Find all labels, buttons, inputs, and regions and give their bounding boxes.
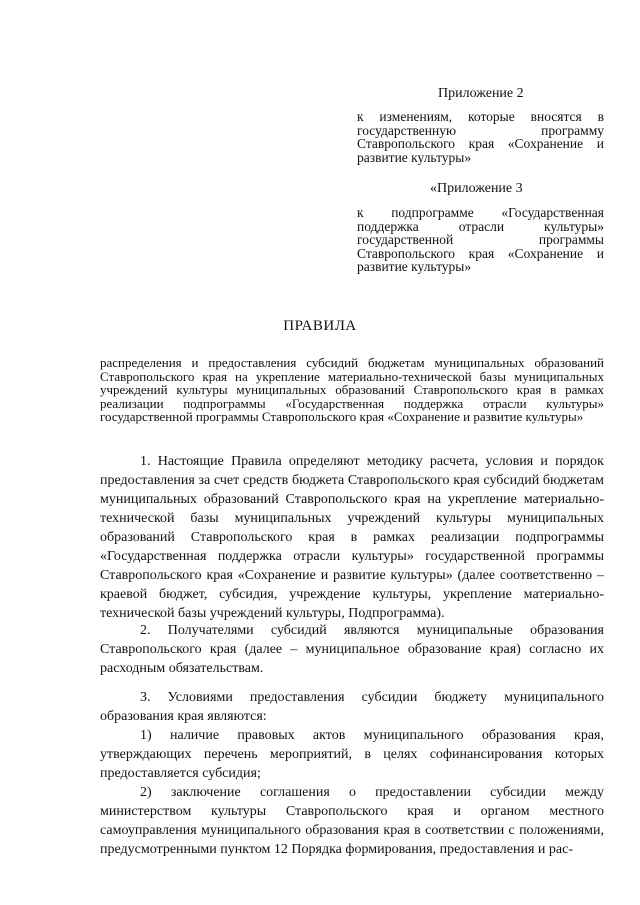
paragraph-3-item-1: 1) наличие правовых актов муниципального образования края, утверждающих перечень мероприятий, в целях софинансирования которых предоставляется субсидия; <box>100 728 604 781</box>
appendix-3-text: к подпрограмме «Государственная поддержка отрасли культуры» государственной программы Ставропольского края «Сохранение и развитие культуры» <box>357 205 604 274</box>
paragraph-3-item-2: 2) заключение соглашения о предоставлении субсидии между министерством культуры Ставропольского края и органом местного самоуправления муниципального образования края в соответствии с положениями, предусмотренными пунктом 12 Порядка формирования, предоставления и рас- <box>100 785 604 857</box>
document-title: ПРАВИЛА <box>283 318 357 334</box>
paragraph-1-block <box>100 452 604 623</box>
appendix-2-text: к изменениям, которые вносятся в государственную программу Ставропольского края «Сохранение и развитие культуры» <box>357 109 604 165</box>
paragraph-3-block <box>100 688 604 859</box>
paragraph-1: 1. Настоящие Правила определяют методику расчета, условия и порядок предоставления за счет средств бюджета Ставропольского края субсидий бюджетам муниципальных образований Ставропольского края на укрепление материально-технической базы муниципальных учреждений культуры муниципальных образований Ставропольского края в рамках реализации подпрограммы «Государственная поддержка отрасли культуры» государственной программы Ставропольского края «Сохранение и развитие культуры» (далее соответственно – краевой бюджет, субсидия, учреждение культуры, укрепление материально-технической базы учреждений культуры, Подпрограмма). <box>100 454 604 621</box>
appendix-2-title: Приложение 2 <box>438 86 524 101</box>
paragraph-3: 3. Условиями предоставления субсидии бюджету муниципального образования края являются: <box>100 690 604 724</box>
appendix-3-title: «Приложение 3 <box>430 181 523 196</box>
document-subtitle: распределения и предоставления субсидий бюджетам муниципальных образований Ставропольского края на укрепление материально-технической базы муниципальных учреждений культуры муниципальных образований Ставропольского края в рамках реализации подпрограммы «Государственная поддержка отрасли культуры» государственной программы Ставропольского края «Сохранение и развитие культуры» <box>100 355 604 424</box>
paragraph-2: 2. Получателями субсидий являются муниципальные образования Ставропольского края (далее – муниципальное образование края) согласно их расходным обязательствам. <box>100 623 604 676</box>
paragraph-2-block <box>100 621 604 678</box>
